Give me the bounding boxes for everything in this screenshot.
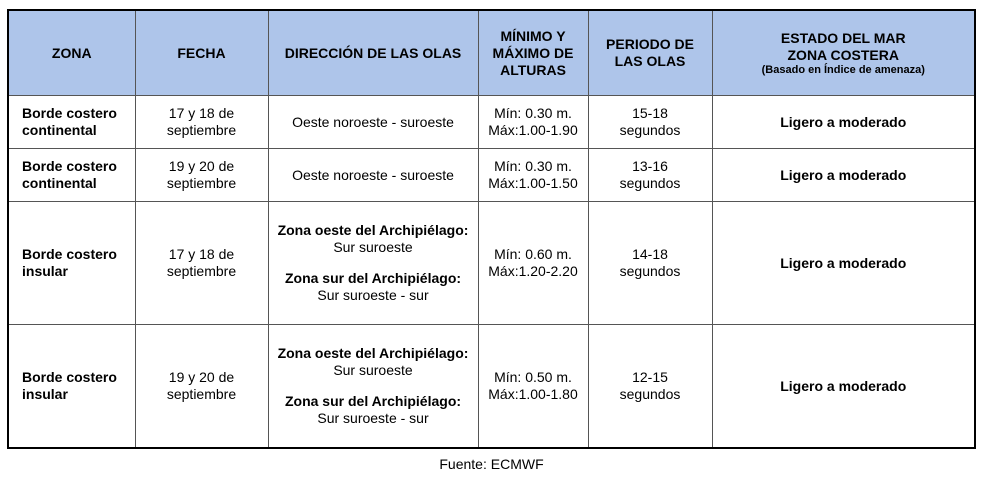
header-estado-note: (Basado en Índice de amenaza)	[761, 63, 925, 76]
dir-oeste-value: Sur suroeste	[333, 362, 413, 378]
cell-alturas-max: Máx:1.20-2.20	[488, 263, 578, 279]
header-zona: ZONA	[8, 10, 135, 96]
cell-direccion	[268, 325, 478, 449]
cell-alturas-max: Máx:1.00-1.90	[488, 122, 578, 138]
cell-fecha: 17 y 18 de septiembre	[135, 96, 268, 149]
cell-periodo	[588, 202, 712, 325]
cell-periodo	[588, 325, 712, 449]
cell-zona: Borde costero continental	[8, 96, 135, 149]
cell-alturas	[478, 96, 588, 149]
header-estado	[712, 10, 975, 96]
cell-alturas	[478, 202, 588, 325]
cell-periodo-value: 14-18	[632, 246, 668, 262]
cell-zona: Borde costero continental	[8, 149, 135, 202]
cell-estado: Ligero a moderado	[712, 202, 975, 325]
wave-forecast-table-container	[7, 9, 974, 449]
cell-periodo	[588, 96, 712, 149]
cell-fecha: 19 y 20 de septiembre	[135, 325, 268, 449]
cell-estado: Ligero a moderado	[712, 149, 975, 202]
cell-zona: Borde costero insular	[8, 325, 135, 449]
cell-alturas-max: Máx:1.00-1.80	[488, 386, 578, 402]
dir-oeste-title: Zona oeste del Archipiélago:	[277, 222, 469, 238]
cell-periodo-value: 15-18	[632, 105, 668, 121]
cell-direccion: Oeste noroeste - suroeste	[268, 96, 478, 149]
wave-forecast-table	[7, 9, 976, 449]
cell-estado: Ligero a moderado	[712, 96, 975, 149]
cell-alturas	[478, 325, 588, 449]
cell-periodo-value: 13-16	[632, 158, 668, 174]
cell-alturas-min: Mín: 0.60 m.	[494, 246, 572, 262]
cell-direccion	[268, 202, 478, 325]
table-row	[8, 325, 975, 449]
source-caption: Fuente: ECMWF	[439, 456, 544, 472]
cell-alturas	[478, 149, 588, 202]
dir-oeste-value: Sur suroeste	[333, 239, 413, 255]
header-alturas: MÍNIMO Y MÁXIMO DE ALTURAS	[478, 10, 588, 96]
table-row	[8, 96, 975, 149]
cell-alturas-min: Mín: 0.30 m.	[494, 158, 572, 174]
cell-periodo-value: 12-15	[632, 369, 668, 385]
header-periodo: PERIODO DE LAS OLAS	[588, 10, 712, 96]
cell-fecha: 17 y 18 de septiembre	[135, 202, 268, 325]
cell-zona: Borde costero insular	[8, 202, 135, 325]
table-row	[8, 149, 975, 202]
header-row	[8, 10, 975, 96]
cell-alturas-min: Mín: 0.30 m.	[494, 105, 572, 121]
cell-periodo-unit: segundos	[619, 122, 681, 138]
table-row	[8, 202, 975, 325]
dir-sur-title: Zona sur del Archipiélago:	[284, 393, 462, 409]
cell-estado: Ligero a moderado	[712, 325, 975, 449]
cell-periodo-unit: segundos	[619, 175, 681, 191]
header-estado-line2: ZONA COSTERA	[787, 46, 899, 63]
dir-sur-value: Sur suroeste - sur	[317, 410, 429, 426]
dir-sur-value: Sur suroeste - sur	[317, 287, 429, 303]
cell-periodo-unit: segundos	[619, 263, 681, 279]
dir-oeste-title: Zona oeste del Archipiélago:	[277, 345, 469, 361]
cell-alturas-max: Máx:1.00-1.50	[488, 175, 578, 191]
cell-alturas-min: Mín: 0.50 m.	[494, 369, 572, 385]
cell-direccion: Oeste noroeste - suroeste	[268, 149, 478, 202]
header-fecha: FECHA	[135, 10, 268, 96]
header-estado-line1: ESTADO DEL MAR	[780, 29, 906, 46]
header-direccion: DIRECCIÓN DE LAS OLAS	[268, 10, 478, 96]
cell-periodo-unit: segundos	[619, 386, 681, 402]
cell-fecha: 19 y 20 de septiembre	[135, 149, 268, 202]
dir-sur-title: Zona sur del Archipiélago:	[284, 270, 462, 286]
cell-periodo	[588, 149, 712, 202]
